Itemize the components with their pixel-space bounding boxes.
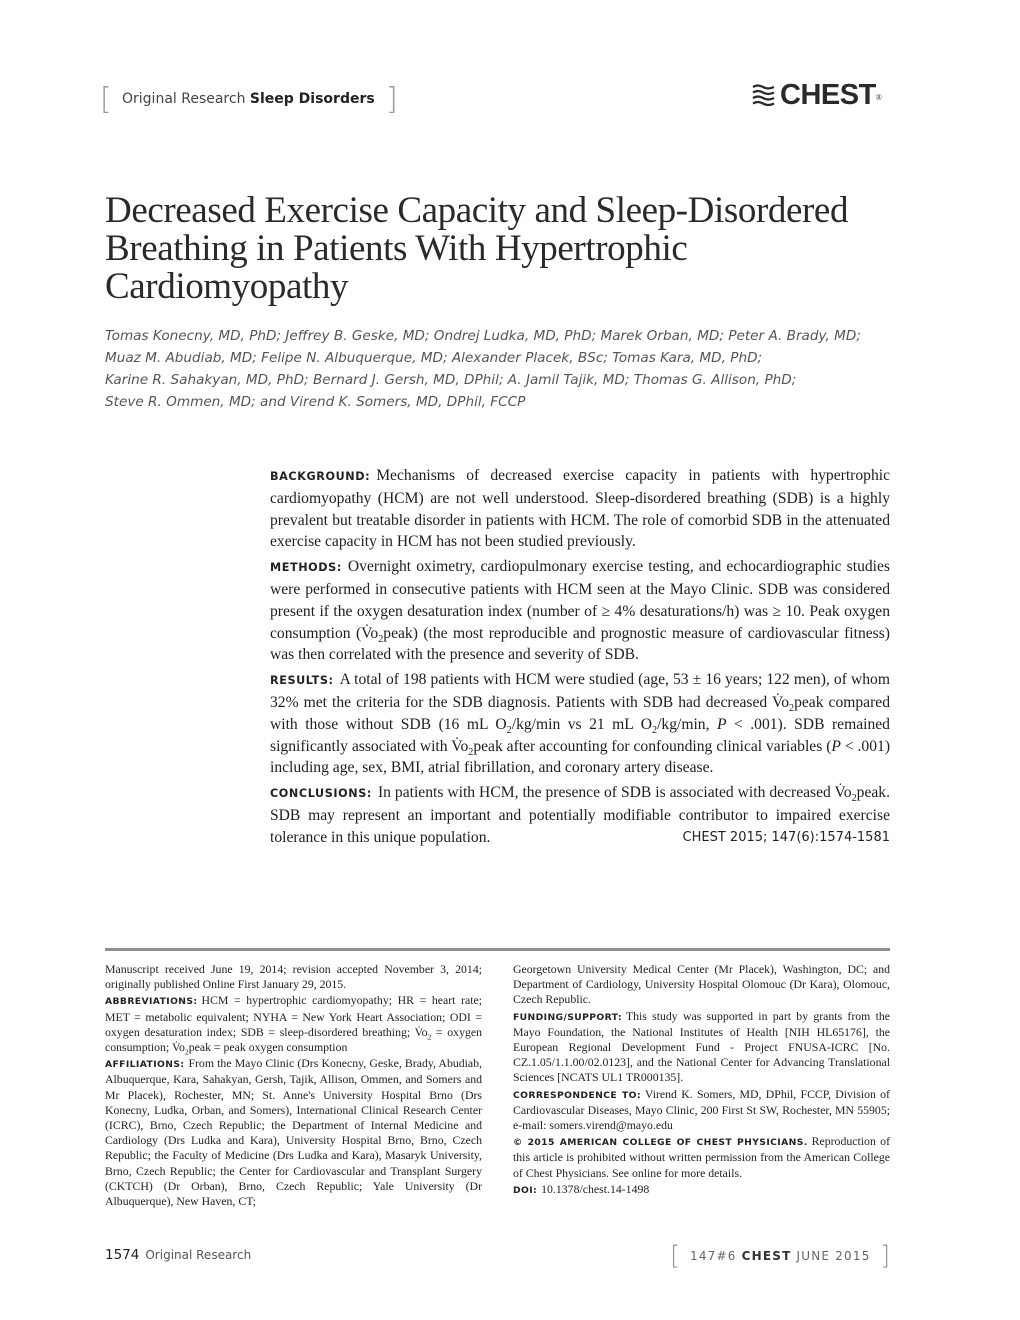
abstract-conclusions bbox=[270, 782, 890, 848]
abbreviations-text: HCM = hypertrophic cardiomyopathy; HR = heart rate; MET = metabolic equivalent; NYHA = New York Heart Association; ODI = oxygen desaturation index; SDB = sleep-disordered breathing; bbox=[105, 993, 482, 1039]
p-value-symbol: P bbox=[716, 715, 727, 733]
abbreviations-label: ABBREVIATIONS: bbox=[105, 996, 198, 1008]
doi bbox=[513, 1182, 890, 1198]
footer-bracket-left: [ bbox=[670, 1241, 681, 1271]
conclusions-text: peak. SDB may represent an important and potentially modifiable contributor to impaired exercise tolerance in this unique population. bbox=[270, 784, 890, 846]
footnotes-left-column bbox=[105, 962, 482, 1210]
results-text: peak after accounting for confounding clinical variables ( bbox=[473, 737, 832, 755]
subscript: 2 bbox=[184, 1047, 189, 1057]
correspondence-text: Virend K. Somers, MD, DPhil, FCCP, Division of Cardiovascular Diseases, Mayo Clinic, 200 First St SW, Rochester, MN 55905; e-mail: somers.virend@mayo.edu bbox=[513, 1086, 890, 1133]
abstract-methods bbox=[270, 556, 890, 666]
subscript: 2 bbox=[851, 793, 857, 805]
vo2-term: V̇o bbox=[361, 624, 379, 642]
subscript: 2 bbox=[468, 746, 474, 758]
copyright-text: Reproduction of this article is prohibited without written permission from the American College of Chest Physicians. See online for more details. bbox=[513, 1134, 890, 1180]
results-text: peak compared with those without SDB (16 mL O bbox=[270, 693, 890, 733]
copyright bbox=[513, 1134, 890, 1181]
author-list bbox=[105, 325, 925, 413]
issue-journal: CHEST bbox=[741, 1249, 792, 1263]
results-text: /kg/min, bbox=[657, 715, 717, 733]
vo2-term: V̇o bbox=[171, 1040, 185, 1055]
author-line: Karine R. Sahakyan, MD, PhD; Bernard J. Gersh, MD, DPhil; A. Jamil Tajik, MD; Thomas G. Allison, PhD; bbox=[105, 372, 797, 388]
abstract-background bbox=[270, 465, 890, 553]
header-bracket-right: ] bbox=[386, 82, 398, 117]
methods-text: peak) (the most reproducible and prognostic measure of cardiovascular fitness) was then correlated with the presence and severity of SDB. bbox=[270, 624, 890, 664]
methods-label: METHODS: bbox=[270, 561, 342, 575]
vo2-term: V̇o bbox=[414, 1024, 428, 1039]
conclusions-text: In patients with HCM, the presence of SDB is associated with decreased bbox=[377, 784, 835, 802]
copyright-label: © 2015 AMERICAN COLLEGE OF CHEST PHYSICIANS. bbox=[513, 1137, 808, 1149]
issue-date: JUNE 2015 bbox=[796, 1249, 871, 1263]
affiliations bbox=[105, 1056, 482, 1209]
methods-text: Overnight oximetry, cardiopulmonary exercise testing, and echocardiographic studies were performed in consecutive patients with HCM seen at the Mayo Clinic. SDB was considered present if the oxygen desaturation index (number of ≥ 4% desaturations/h) was ≥ 10. Peak oxygen consumption ( bbox=[270, 558, 890, 642]
subscript: 2 bbox=[427, 1032, 432, 1042]
results-text: < .001) including age, sex, BMI, atrial fibrillation, and coronary artery disease. bbox=[270, 737, 891, 777]
chest-logo-icon bbox=[752, 84, 776, 106]
results-text: < .001). SDB remained significantly associated with bbox=[270, 715, 890, 755]
funding bbox=[513, 1009, 890, 1086]
abstract-results bbox=[270, 669, 890, 779]
doi-label: DOI: bbox=[513, 1184, 538, 1196]
vo2-term: V̇o bbox=[451, 737, 469, 755]
funding-text: This study was supported in part by grants from the Mayo Foundation, the National Institutes of Health [NIH HL65176], the European Regional Development Fund - Project FNUSA-ICRC [No. CZ.1.05/1.1.00/02.0123], and the National Center for Advancing Translational Sciences [NCATS UL1 TR000135]. bbox=[513, 1008, 890, 1085]
page-footer-left bbox=[105, 1247, 251, 1263]
footer-bracket-right: ] bbox=[880, 1241, 891, 1271]
title-line: Breathing in Patients With Hypertrophic bbox=[105, 228, 688, 269]
issue-number: 147#6 bbox=[690, 1249, 737, 1263]
author-line: Muaz M. Abudiab, MD; Felipe N. Albuquerque, MD; Alexander Placek, BSc; Tomas Kara, MD, PhD; bbox=[105, 350, 763, 366]
manuscript-dates: Manuscript received June 19, 2014; revision accepted November 3, 2014; originally published Online First January 29, 2015. bbox=[105, 962, 482, 992]
title-line: Cardiomyopathy bbox=[105, 266, 349, 307]
affiliations-continued: Georgetown University Medical Center (Mr Placek), Washington, DC; and Department of Cardiology, University Hospital Olomouc (Dr Kara), Olomouc, Czech Republic. bbox=[513, 962, 890, 1007]
issue-info bbox=[690, 1249, 871, 1263]
abstract bbox=[270, 465, 890, 852]
article-title bbox=[105, 192, 905, 306]
vo2-term: V̇o bbox=[834, 784, 852, 802]
correspondence bbox=[513, 1087, 890, 1134]
page-number: 1574 bbox=[105, 1247, 140, 1263]
subscript: 2 bbox=[378, 633, 384, 645]
header-bracket-left: [ bbox=[100, 82, 112, 117]
affiliations-text: From the Mayo Clinic (Drs Konecny, Geske, Brady, Abudiab, Albuquerque, Kara, Sahakyan, Gersh, Tajik, Allison, Ommen, and Somers and Mr Placek), Rochester, MN; St. Anne's University Hospital Brno (Drs Konecny, Ludka, Orban, and Somers), International Clinical Research Center (ICRC), Brno, Czech Republic; the Department of Internal Medicine and Cardiology (Drs Ludka and Kara), University Hospital Brno, Brno, Czech Republic; the Faculty of Medicine (Drs Ludka and Kara), Masaryk University, Brno, Czech Republic; the Center for Cardiovascular and Transplant Surgery (CKTCH) (Dr Orban), Brno, Czech Republic; Yale University (Dr Albuquerque), New Haven, CT; bbox=[105, 1056, 482, 1209]
background-label: BACKGROUND: bbox=[270, 470, 371, 483]
abbreviations bbox=[105, 993, 482, 1055]
author-line: Steve R. Ommen, MD; and Virend K. Somers, MD, DPhil, FCCP bbox=[105, 394, 526, 410]
abbreviations-text: = oxygen consumption; bbox=[105, 1024, 483, 1055]
logo-trademark: ® bbox=[875, 92, 882, 102]
logo-text: CHEST bbox=[780, 79, 876, 111]
subscript: 2 bbox=[652, 724, 658, 736]
funding-label: FUNDING/SUPPORT: bbox=[513, 1011, 622, 1023]
subscript: 2 bbox=[506, 724, 512, 736]
results-text: /kg/min vs 21 mL O bbox=[511, 715, 652, 733]
correspondence-label: CORRESPONDENCE TO: bbox=[513, 1089, 641, 1101]
vo2-term: V̇o bbox=[771, 693, 789, 711]
footnotes-right-column bbox=[513, 962, 890, 1199]
section-prefix: Original Research bbox=[122, 91, 246, 107]
title-line: Decreased Exercise Capacity and Sleep-Disordered bbox=[105, 190, 849, 231]
running-label: Original Research bbox=[145, 1248, 252, 1262]
results-text: A total of 198 patients with HCM were studied (age, 53 ± 16 years; 122 men), of whom 32% met the criteria for the SDB diagnosis. Patients with SDB had decreased bbox=[270, 671, 890, 711]
abbreviations-text: peak = peak oxygen consumption bbox=[188, 1040, 348, 1055]
author-line: Tomas Konecny, MD, PhD; Jeffrey B. Geske, MD; Ondrej Ludka, MD, PhD; Marek Orban, MD; Peter A. Brady, MD; bbox=[105, 328, 861, 344]
subscript: 2 bbox=[789, 703, 795, 715]
affiliations-label: AFFILIATIONS: bbox=[105, 1059, 185, 1071]
section-label bbox=[122, 91, 375, 107]
journal-logo bbox=[752, 80, 882, 110]
doi-text: 10.1378/chest.14-1498 bbox=[541, 1181, 650, 1196]
p-value-symbol: P bbox=[831, 737, 841, 755]
background-text: Mechanisms of decreased exercise capacity in patients with hypertrophic cardiomyopathy (HCM) are not well understood. Sleep-disordered breathing (SDB) is a highly prevalent but treatable disorder in patients with HCM. The role of comorbid SDB in the attenuated exercise capacity in HCM has not been studied previously. bbox=[270, 467, 890, 551]
footnote-divider bbox=[105, 948, 890, 951]
results-label: RESULTS: bbox=[270, 674, 334, 688]
section-name: Sleep Disorders bbox=[249, 91, 375, 107]
conclusions-label: CONCLUSIONS: bbox=[270, 787, 372, 801]
citation: CHEST 2015; 147(6):1574-1581 bbox=[682, 829, 890, 845]
